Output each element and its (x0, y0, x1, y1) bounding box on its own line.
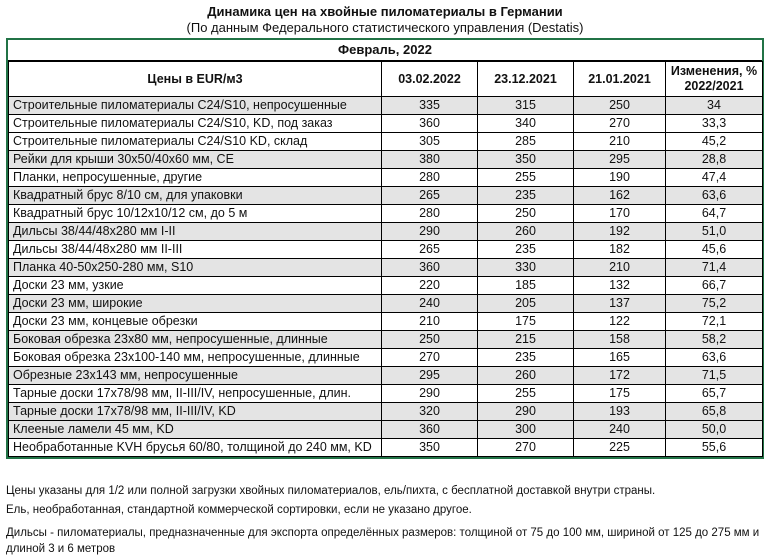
page-subtitle: (По данным Федерального статистического управления (Destatis) (186, 20, 584, 35)
table-row (9, 223, 763, 241)
value-cell: 71,5 (666, 367, 763, 385)
table-row (9, 133, 763, 151)
product-name-cell: Строительные пиломатериалы С24/S10 KD, склад (9, 133, 382, 151)
product-name-cell: Доски 23 мм, широкие (9, 295, 382, 313)
value-cell: 72,1 (666, 313, 763, 331)
value-cell: 175 (574, 385, 666, 403)
value-cell: 240 (574, 421, 666, 439)
value-cell: 265 (382, 187, 478, 205)
value-cell: 215 (478, 331, 574, 349)
value-cell: 250 (478, 205, 574, 223)
value-cell: 280 (382, 205, 478, 223)
table-row (9, 313, 763, 331)
product-name-cell: Дильсы 38/44/48x280 мм I-II (9, 223, 382, 241)
value-cell: 280 (382, 169, 478, 187)
value-cell: 340 (478, 115, 574, 133)
value-cell: 220 (382, 277, 478, 295)
value-cell: 315 (478, 97, 574, 115)
column-header-date-3: 21.01.2021 (574, 62, 666, 97)
value-cell: 235 (478, 349, 574, 367)
value-cell: 162 (574, 187, 666, 205)
value-cell: 360 (382, 421, 478, 439)
value-cell: 172 (574, 367, 666, 385)
product-name-cell: Необработанные KVH брусья 60/80, толщиной до 240 мм, KD (9, 439, 382, 457)
table-row (9, 259, 763, 277)
page-title: Динамика цен на хвойные пиломатериалы в Германии (207, 4, 563, 19)
value-cell: 51,0 (666, 223, 763, 241)
value-cell: 205 (478, 295, 574, 313)
column-header-product: Цены в EUR/м3 (9, 62, 382, 97)
column-header-change: Изменения, % 2022/2021 (666, 62, 763, 97)
value-cell: 320 (382, 403, 478, 421)
table-row (9, 349, 763, 367)
table-row (9, 151, 763, 169)
table-row (9, 277, 763, 295)
value-cell: 305 (382, 133, 478, 151)
table-row (9, 205, 763, 223)
value-cell: 122 (574, 313, 666, 331)
product-name-cell: Боковая обрезка 23x80 мм, непросушенные, длинные (9, 331, 382, 349)
value-cell: 290 (382, 223, 478, 241)
value-cell: 260 (478, 367, 574, 385)
table-row (9, 403, 763, 421)
value-cell: 295 (574, 151, 666, 169)
product-name-cell: Тарные доски 17x78/98 мм, II-III/IV, непросушенные, длин. (9, 385, 382, 403)
value-cell: 285 (478, 133, 574, 151)
product-name-cell: Строительные пиломатериалы С24/S10, непросушенные (9, 97, 382, 115)
value-cell: 193 (574, 403, 666, 421)
value-cell: 190 (574, 169, 666, 187)
product-name-cell: Доски 23 мм, концевые обрезки (9, 313, 382, 331)
value-cell: 225 (574, 439, 666, 457)
value-cell: 71,4 (666, 259, 763, 277)
value-cell: 290 (382, 385, 478, 403)
value-cell: 137 (574, 295, 666, 313)
product-name-cell: Строительные пиломатериалы С24/S10, KD, под заказ (9, 115, 382, 133)
value-cell: 28,8 (666, 151, 763, 169)
value-cell: 235 (478, 241, 574, 259)
value-cell: 158 (574, 331, 666, 349)
value-cell: 250 (382, 331, 478, 349)
product-name-cell: Клееные ламели 45 мм, KD (9, 421, 382, 439)
table-body (9, 97, 763, 457)
value-cell: 55,6 (666, 439, 763, 457)
product-name-cell: Доски 23 мм, узкие (9, 277, 382, 295)
value-cell: 165 (574, 349, 666, 367)
product-name-cell: Планки, непросушенные, другие (9, 169, 382, 187)
product-name-cell: Планка 40-50x250-280 мм, S10 (9, 259, 382, 277)
value-cell: 350 (478, 151, 574, 169)
value-cell: 335 (382, 97, 478, 115)
value-cell: 380 (382, 151, 478, 169)
value-cell: 260 (478, 223, 574, 241)
value-cell: 240 (382, 295, 478, 313)
value-cell: 295 (382, 367, 478, 385)
value-cell: 132 (574, 277, 666, 295)
footnotes (6, 482, 764, 557)
value-cell: 255 (478, 385, 574, 403)
value-cell: 45,6 (666, 241, 763, 259)
product-name-cell: Квадратный брус 8/10 см, для упаковки (9, 187, 382, 205)
value-cell: 170 (574, 205, 666, 223)
value-cell: 300 (478, 421, 574, 439)
product-name-cell: Рейки для крыши 30x50/40x60 мм, CE (9, 151, 382, 169)
value-cell: 175 (478, 313, 574, 331)
value-cell: 33,3 (666, 115, 763, 133)
value-cell: 65,8 (666, 403, 763, 421)
value-cell: 210 (574, 133, 666, 151)
value-cell: 250 (574, 97, 666, 115)
value-cell: 350 (382, 439, 478, 457)
price-table-container (6, 38, 764, 459)
table-row (9, 385, 763, 403)
value-cell: 360 (382, 115, 478, 133)
product-name-cell: Обрезные 23x143 мм, непросушенные (9, 367, 382, 385)
value-cell: 75,2 (666, 295, 763, 313)
table-row (9, 169, 763, 187)
table-row (9, 97, 763, 115)
table-row (9, 367, 763, 385)
value-cell: 64,7 (666, 205, 763, 223)
value-cell: 66,7 (666, 277, 763, 295)
value-cell: 182 (574, 241, 666, 259)
value-cell: 65,7 (666, 385, 763, 403)
value-cell: 192 (574, 223, 666, 241)
value-cell: 63,6 (666, 187, 763, 205)
value-cell: 330 (478, 259, 574, 277)
value-cell: 255 (478, 169, 574, 187)
product-name-cell: Дильсы 38/44/48x280 мм II-III (9, 241, 382, 259)
value-cell: 270 (574, 115, 666, 133)
value-cell: 265 (382, 241, 478, 259)
value-cell: 235 (478, 187, 574, 205)
table-row (9, 331, 763, 349)
value-cell: 63,6 (666, 349, 763, 367)
table-row (9, 115, 763, 133)
product-name-cell: Боковая обрезка 23x100-140 мм, непросушенные, длинные (9, 349, 382, 367)
value-cell: 270 (382, 349, 478, 367)
value-cell: 47,4 (666, 169, 763, 187)
value-cell: 50,0 (666, 421, 763, 439)
product-name-cell: Тарные доски 17x78/98 мм, II-III/IV, KD (9, 403, 382, 421)
table-row (9, 241, 763, 259)
value-cell: 270 (478, 439, 574, 457)
table-header-row (9, 62, 763, 97)
period-header: Февраль, 2022 (8, 40, 762, 61)
value-cell: 185 (478, 277, 574, 295)
footnote-3: Дильсы - пиломатериалы, предназначенные для экспорта определённых размеров: толщиной от 75 до 100 мм, шириной от 125 до 275 мм и длиной 3 и 6 метров (6, 527, 760, 555)
value-cell: 34 (666, 97, 763, 115)
value-cell: 290 (478, 403, 574, 421)
table-row (9, 421, 763, 439)
value-cell: 45,2 (666, 133, 763, 151)
product-name-cell: Квадратный брус 10/12x10/12 см, до 5 м (9, 205, 382, 223)
column-header-date-1: 03.02.2022 (382, 62, 478, 97)
table-row (9, 295, 763, 313)
table-row (9, 439, 763, 457)
price-table (8, 61, 763, 457)
value-cell: 210 (382, 313, 478, 331)
footnote-2: Ель, необработанная, стандартной коммерческой сортировки, если не указано другое. (6, 504, 472, 516)
column-header-date-2: 23.12.2021 (478, 62, 574, 97)
value-cell: 58,2 (666, 331, 763, 349)
table-row (9, 187, 763, 205)
value-cell: 210 (574, 259, 666, 277)
footnote-1: Цены указаны для 1/2 или полной загрузки хвойных пиломатериалов, ель/пихта, с бесплатной доставкой внутри страны. (6, 485, 656, 497)
value-cell: 360 (382, 259, 478, 277)
